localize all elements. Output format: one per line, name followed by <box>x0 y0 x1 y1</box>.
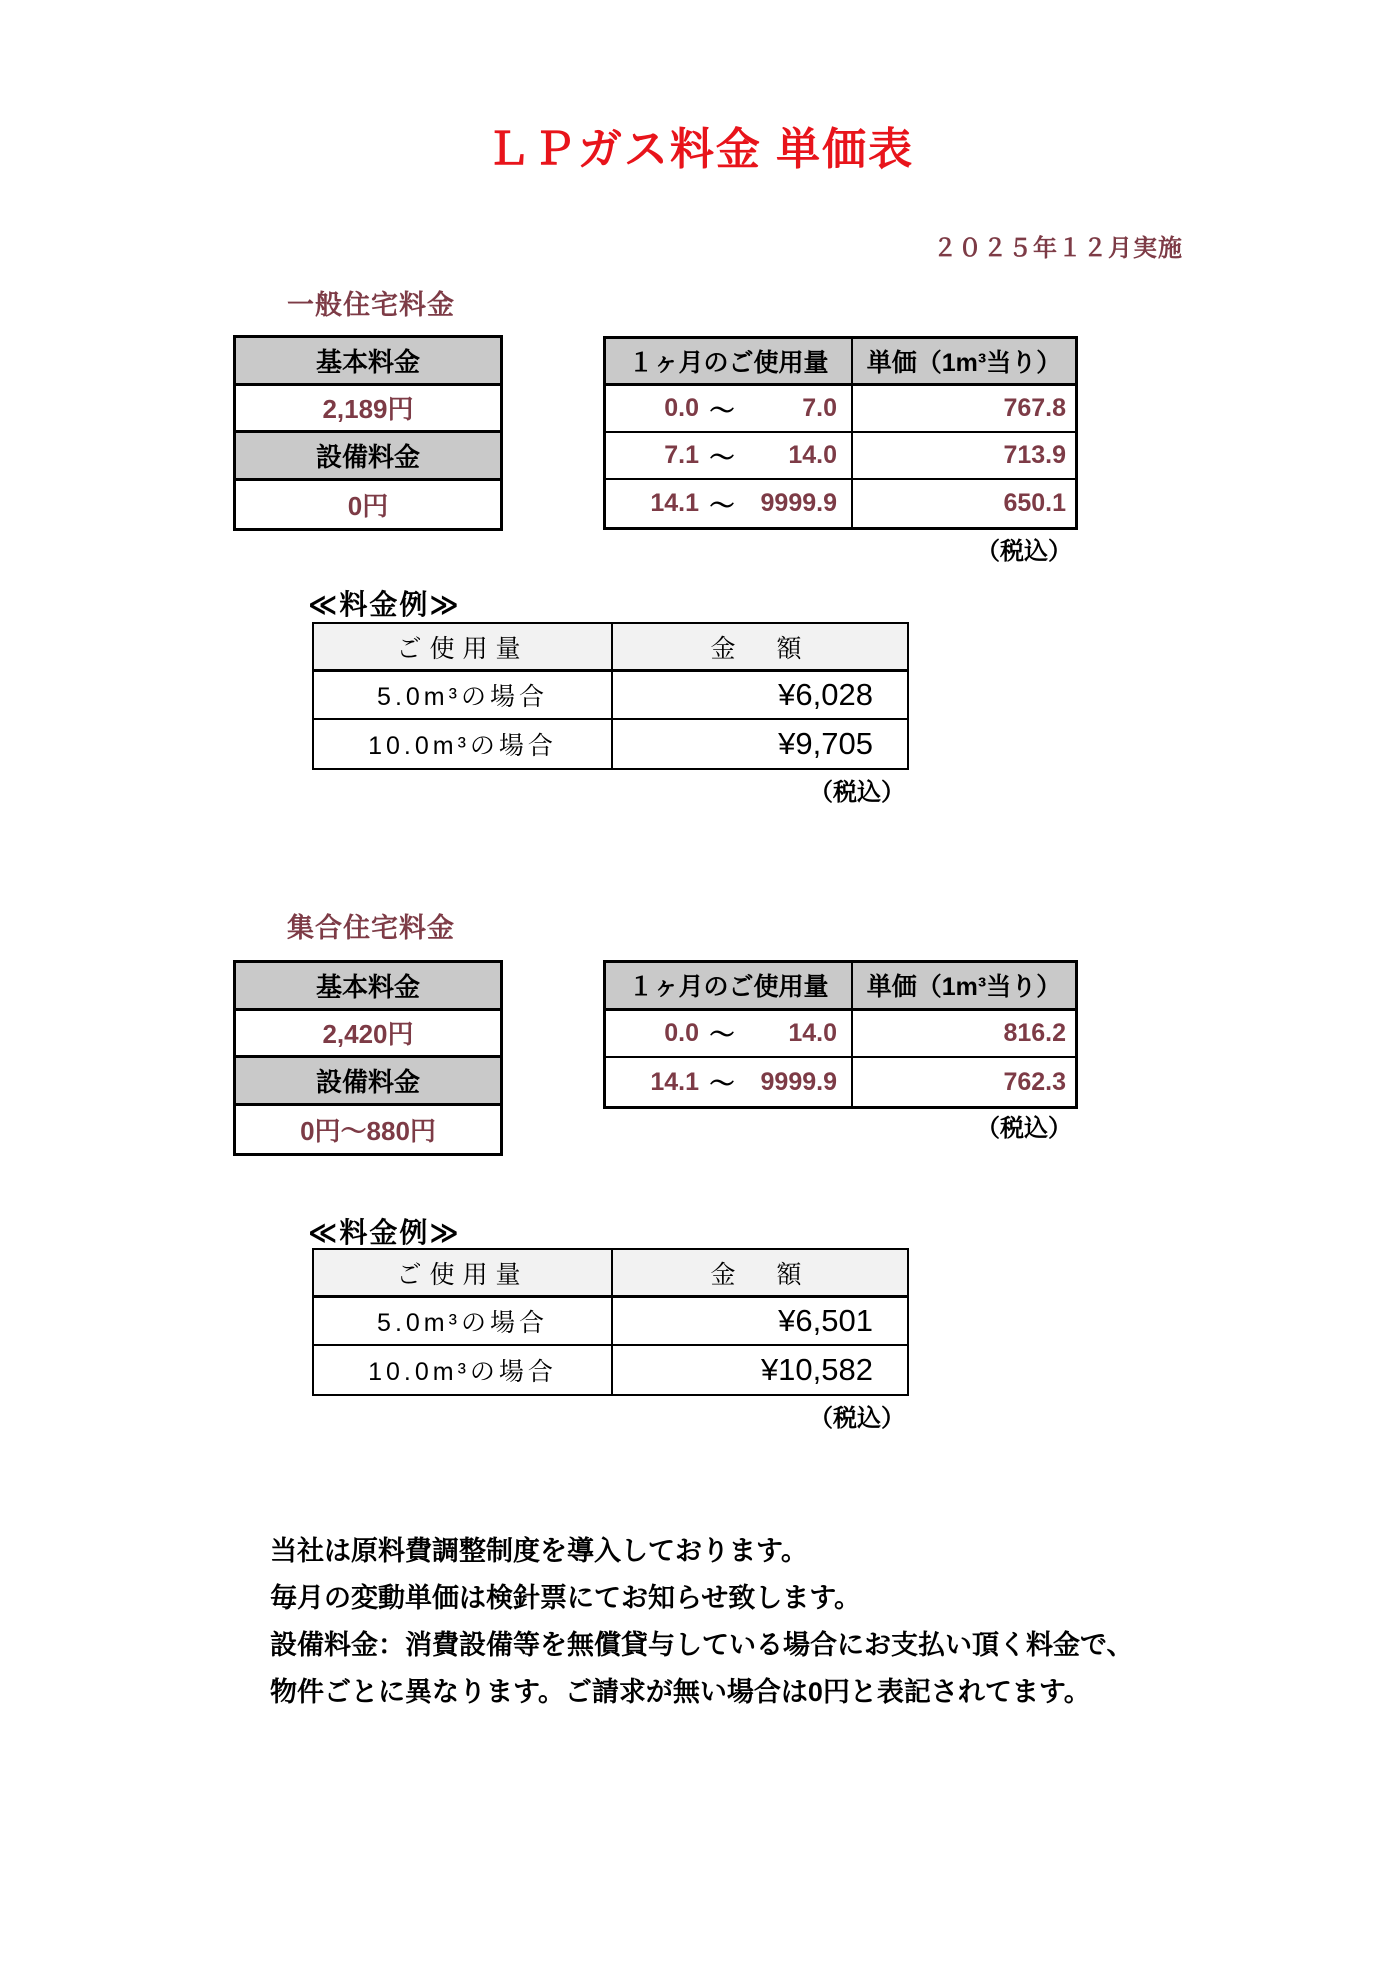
example-amount-header: 金 額 <box>613 624 907 672</box>
section-heading-multi: 集合住宅料金 <box>287 913 455 943</box>
example-usage-cell: 10.0m³の場合 <box>314 720 613 768</box>
page-title: ＬＰガス料金 単価表 <box>485 125 915 174</box>
range-tilde: ～ <box>709 396 735 425</box>
effective-date: ２０２５年１２月実施 <box>933 235 1183 262</box>
range-from: 0.0 <box>664 394 699 422</box>
example-usage-header: ご使用量 <box>314 624 613 672</box>
usage-column-header: １ヶ月のご使用量 <box>606 339 853 386</box>
range-tilde: ～ <box>709 1021 735 1050</box>
example-amount-cell: ¥9,705 <box>613 720 907 768</box>
table-row-usage-range <box>606 433 853 480</box>
tax-included-note: （税込） <box>809 1405 905 1432</box>
basic-fee-header: 基本料金 <box>236 963 500 1011</box>
table-row-unit-price: 713.9 <box>853 433 1075 480</box>
range-tilde: ～ <box>709 443 735 472</box>
usage-column-header: １ヶ月のご使用量 <box>606 963 853 1011</box>
multi-base-fee-table <box>233 960 503 1156</box>
range-to: 9999.9 <box>760 489 837 517</box>
basic-fee-header: 基本料金 <box>236 338 500 386</box>
example-usage-cell: 5.0m³の場合 <box>314 672 613 720</box>
table-row-unit-price: 816.2 <box>853 1011 1075 1059</box>
footer-note-line: 物件ごとに異なります。ご請求が無い場合は0円と表記されてます。 <box>270 1677 1091 1707</box>
range-from: 0.0 <box>664 1018 699 1047</box>
range-to: 14.0 <box>788 1018 837 1047</box>
tax-included-note: （税込） <box>976 538 1072 565</box>
range-tilde: ～ <box>709 491 735 520</box>
table-row-unit-price: 650.1 <box>1003 489 1066 517</box>
equipment-fee-header: 設備料金 <box>236 1058 500 1106</box>
equipment-fee-value: 0円～880円 <box>236 1106 500 1154</box>
table-row-unit-price: 767.8 <box>853 386 1075 433</box>
range-to: 9999.9 <box>760 1067 837 1096</box>
range-tilde: ～ <box>709 1070 735 1099</box>
example-amount-cell: ¥6,501 <box>613 1298 907 1346</box>
equipment-fee-header: 設備料金 <box>236 433 500 481</box>
footer-note-line: 当社は原料費調整制度を導入しております。 <box>270 1536 808 1566</box>
section-heading-general: 一般住宅料金 <box>287 290 455 320</box>
range-from: 14.1 <box>650 489 699 517</box>
example-amount-cell: ¥10,582 <box>613 1346 907 1394</box>
example-usage-header: ご使用量 <box>314 1250 613 1298</box>
tax-included-note: （税込） <box>976 1115 1072 1142</box>
general-base-fee-table <box>233 335 503 531</box>
table-row-usage-range <box>606 1011 853 1059</box>
table-row-usage-range <box>606 480 853 527</box>
range-to: 7.0 <box>802 394 837 422</box>
example-usage-cell: 10.0m³の場合 <box>314 1346 613 1394</box>
example-title: ≪料金例≫ <box>308 589 461 620</box>
range-from: 14.1 <box>650 1067 699 1096</box>
multi-unit-price-table <box>603 960 1078 1109</box>
example-amount-header: 金 額 <box>613 1250 907 1298</box>
unit-price-column-header: 単価（1m³当り） <box>853 339 1075 386</box>
basic-fee-value: 2,189円 <box>236 386 500 434</box>
example-title: ≪料金例≫ <box>308 1217 461 1248</box>
multi-example-table <box>312 1248 909 1396</box>
table-row-unit-price: 762.3 <box>1003 1067 1066 1096</box>
range-to: 14.0 <box>788 441 837 469</box>
range-from: 7.1 <box>664 441 699 469</box>
general-example-table <box>312 622 909 770</box>
table-row-usage-range <box>606 1058 853 1106</box>
general-unit-price-table <box>603 336 1078 530</box>
equipment-fee-value: 0円 <box>236 481 500 529</box>
footer-note-line: 毎月の変動単価は検針票にてお知らせ致します。 <box>270 1583 862 1613</box>
tax-included-note: （税込） <box>809 779 905 806</box>
footer-note-line: 設備料金：消費設備等を無償貸与している場合にお支払い頂く料金で、 <box>270 1630 1134 1660</box>
basic-fee-value: 2,420円 <box>236 1011 500 1059</box>
example-usage-cell: 5.0m³の場合 <box>314 1298 613 1346</box>
example-amount-cell: ¥6,028 <box>613 672 907 720</box>
table-row-usage-range <box>606 386 853 433</box>
footer-notes <box>270 1528 1270 1716</box>
unit-price-column-header: 単価（1m³当り） <box>853 963 1075 1011</box>
